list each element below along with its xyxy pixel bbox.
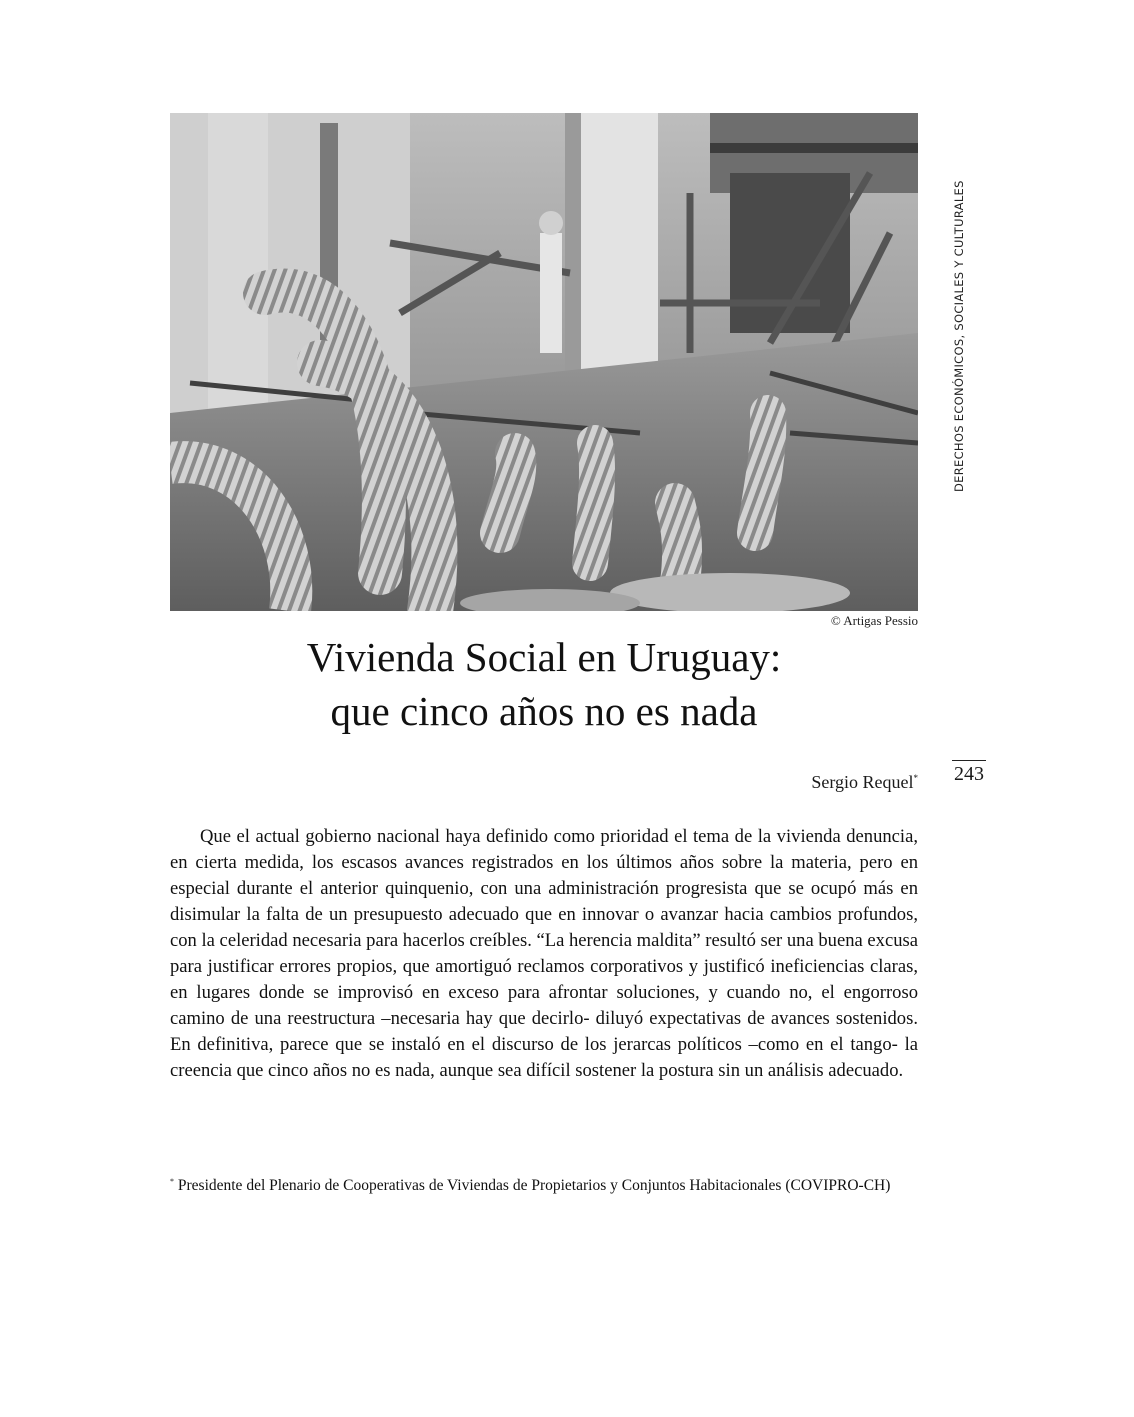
article-title-line-2: que cinco años no es nada [330,688,758,734]
article-title-line-1: Vivienda Social en Uruguay: [306,634,782,680]
footnote-marker: * [170,1177,174,1186]
footnote-text: Presidente del Plenario de Cooperativas de Viviendas de Propietarios y Conjuntos Habitacionales (COVIPRO-CH) [177,1177,891,1195]
author-footnote-marker: * [913,773,918,783]
article-title [170,630,918,738]
footnote [170,1171,918,1196]
photo-credit: © Artigas Pessio [830,613,918,628]
article-author [600,772,918,793]
photo-illustration [170,113,918,611]
page-number: 243 [952,760,986,786]
section-side-label: DERECHOS ECONÓMICOS, SOCIALES Y CULTURALES [952,180,966,492]
article-body-paragraph: Que el actual gobierno nacional haya definido como prioridad el tema de la vivienda denuncia, en cierta medida, los escasos avances registrados en los últimos años sobre la materia, pero en especial durante el anterior quinquenio, con una administración progresista que se ocupó más en disimular la falta de un presupuesto adecuado que en innovar o avanzar hacia cambios profundos, con la celeridad necesaria para hacerlos creíbles. “La herencia maldita” resultó ser una buena excusa para justificar errores propios, que amortiguó reclamos corporativos y justificó ineficiencias claras, en lugares donde se improvisó en exceso para afrontar soluciones, y cuando no, el engorroso camino de una reestructura –necesaria hay que decirlo- diluyó expectativas de avances sostenidos. En definitiva, parece que se instaló en el discurso de los jerarcas políticos –como en el tango- la creencia que cinco años no es nada, aunque sea difícil sostener la postura sin un análisis adecuado. [170,826,918,1081]
construction-site-photo [170,113,918,611]
author-name: Sergio Requel [811,772,914,792]
